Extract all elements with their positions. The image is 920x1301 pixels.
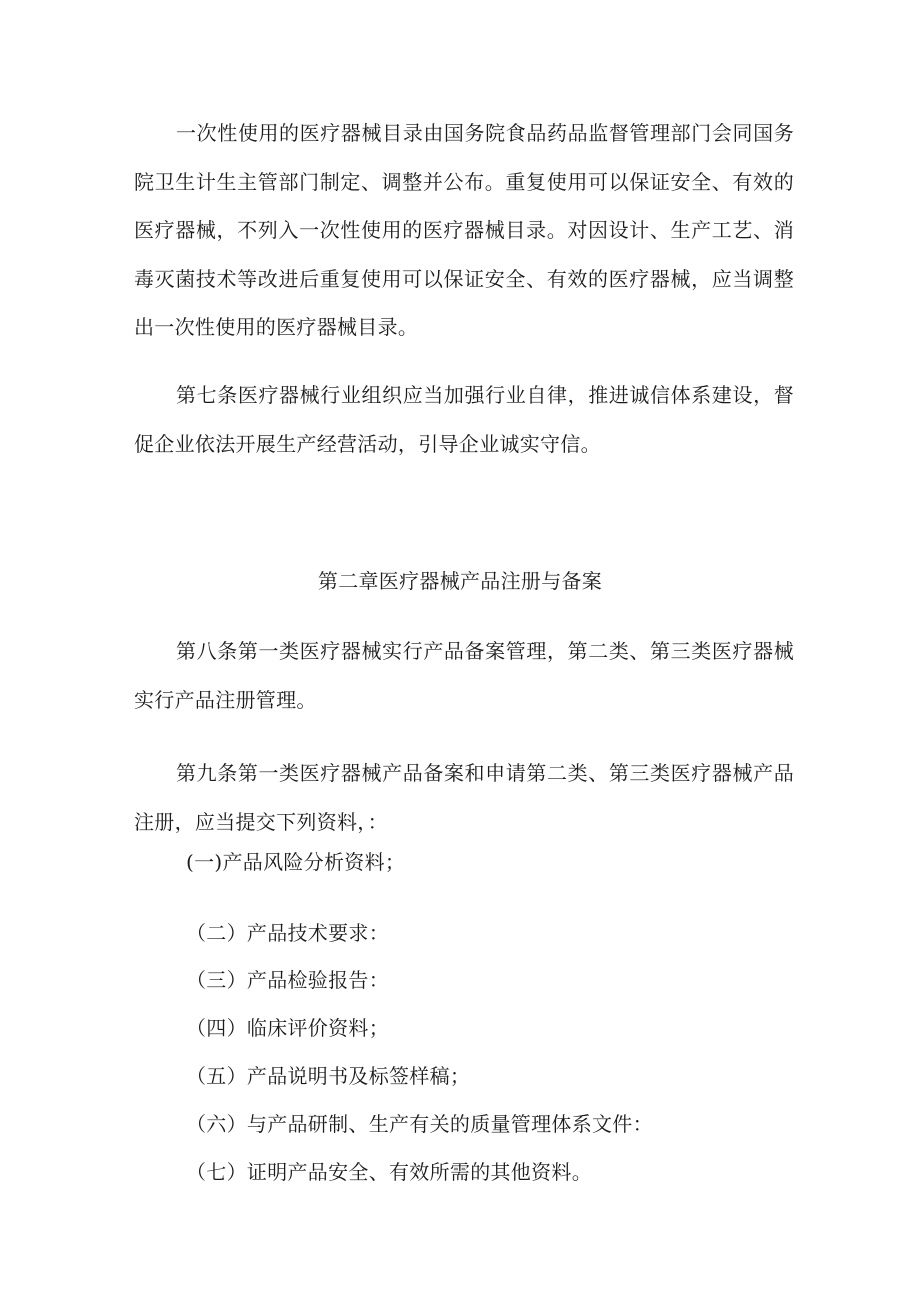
paragraph-disposable-device-catalog: 一次性使用的医疗器械目录由国务院食品药品监督管理部门会同国务院卫生计生主管部门制定、调整并公布。重复使用可以保证安全、有效的医疗器械，不列入一次性使用的医疗器械目录。对因设计、生产工艺、消毒灭菌技术等改进后重复使用可以保证安全、有效的医疗器械，应当调整出一次性使用的医疗器械目录。 (134, 121, 794, 339)
paragraph-article-9: 第九条第一类医疗器械产品备案和申请第二类、第三类医疗器械产品注册，应当提交下列资料，： (134, 761, 794, 834)
list-item: （四）临床评价资料； (186, 1016, 389, 1040)
list-item: （六）与产品研制、生产有关的质量管理体系文件： (186, 1112, 653, 1136)
list-item: （五）产品说明书及标签样稿； (186, 1064, 471, 1088)
paragraph-article-8: 第八条第一类医疗器械实行产品备案管理，第二类、第三类医疗器械实行产品注册管理。 (134, 639, 794, 712)
list-item: (一)产品风险分析资料； (186, 850, 406, 874)
paragraph-article-7: 第七条医疗器械行业组织应当加强行业自律，推进诚信体系建设，督促企业依法开展生产经营活动，引导企业诚实守信。 (134, 383, 794, 456)
list-item: （三）产品检验报告： (186, 968, 389, 992)
chapter-heading: 第二章医疗器械产品注册与备案 (317, 569, 603, 593)
list-item: （二）产品技术要求： (186, 921, 389, 945)
list-item: （七）证明产品安全、有效所需的其他资料。 (186, 1160, 592, 1184)
